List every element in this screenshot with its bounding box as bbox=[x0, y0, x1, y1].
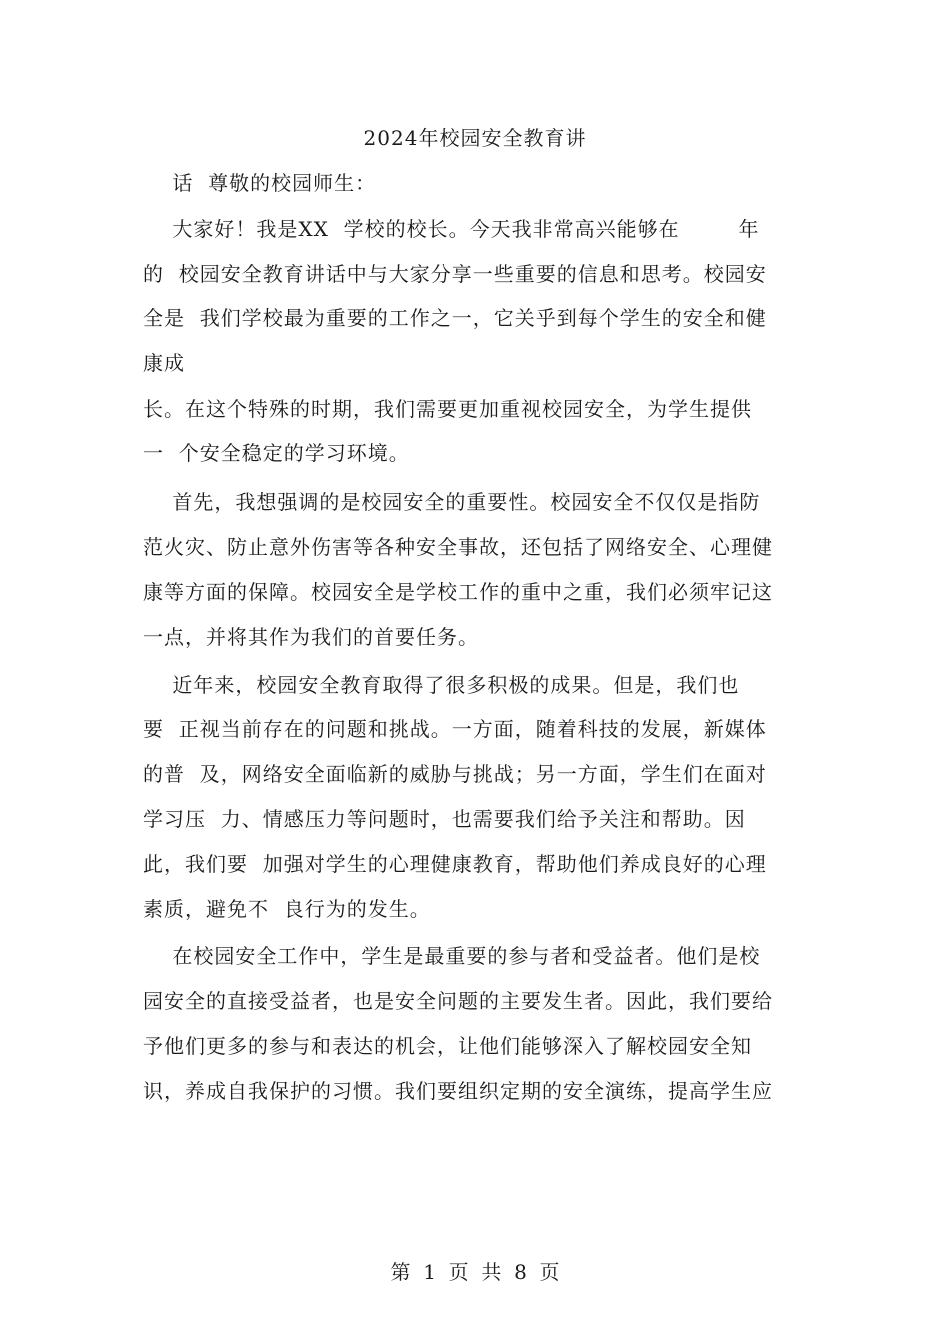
text-line: 此，我们要 加强对学生的心理健康教育，帮助他们养成良好的心理 bbox=[143, 852, 767, 876]
text-line: 长。在这个特殊的时期，我们需要更加重视校园安全，为学生提供 bbox=[143, 397, 752, 421]
text-line: 一点，并将其作为我们的首要任务。 bbox=[143, 625, 479, 649]
text-line: 康等方面的保障。校园安全是学校工作的重中之重，我们必须牢记这 bbox=[143, 580, 773, 604]
document-title: 2024年校园安全教育讲 bbox=[363, 126, 587, 150]
text-line: 识，养成自我保护的习惯。我们要组织定期的安全演练，提高学生应 bbox=[143, 1079, 773, 1103]
text-line: 大家好！我是XX 学校的校长。今天我非常高兴能够在 年 bbox=[143, 217, 760, 241]
text-line: 全是 我们学校最为重要的工作之一，它关乎到每个学生的安全和健 bbox=[143, 306, 767, 330]
text-line: 话 尊敬的校园师生： bbox=[143, 171, 377, 195]
text-line: 的 校园安全教育讲话中与大家分享一些重要的信息和思考。校园安 bbox=[143, 262, 767, 286]
text-line: 近年来，校园安全教育取得了很多积极的成果。但是，我们也 bbox=[143, 673, 740, 697]
text-line: 康成 bbox=[143, 351, 185, 375]
text-line: 要 正视当前存在的问题和挑战。一方面，随着科技的发展，新媒体 bbox=[143, 717, 767, 741]
text-line: 的普 及，网络安全面临新的威胁与挑战；另一方面，学生们在面对 bbox=[143, 762, 767, 786]
text-line: 园安全的直接受益者，也是安全问题的主要发生者。因此，我们要给 bbox=[143, 989, 773, 1013]
text-line: 学习压 力、情感压力等问题时，也需要我们给予关注和帮助。因 bbox=[143, 807, 746, 831]
text-line: 范火灾、防止意外伤害等各种安全事故，还包括了网络安全、心理健 bbox=[143, 535, 773, 559]
text-line: 素质，避免不 良行为的发生。 bbox=[143, 897, 431, 921]
text-line: 在校园安全工作中，学生是最重要的参与者和受益者。他们是校 bbox=[143, 944, 761, 968]
text-line: 予他们更多的参与和表达的机会，让他们能够深入了解校园安全知 bbox=[143, 1034, 752, 1058]
page-number-footer: 第 1 页 共 8 页 bbox=[390, 1260, 560, 1284]
text-line: 一 个安全稳定的学习环境。 bbox=[143, 441, 410, 465]
text-line: 首先，我想强调的是校园安全的重要性。校园安全不仅仅是指防 bbox=[143, 490, 761, 514]
